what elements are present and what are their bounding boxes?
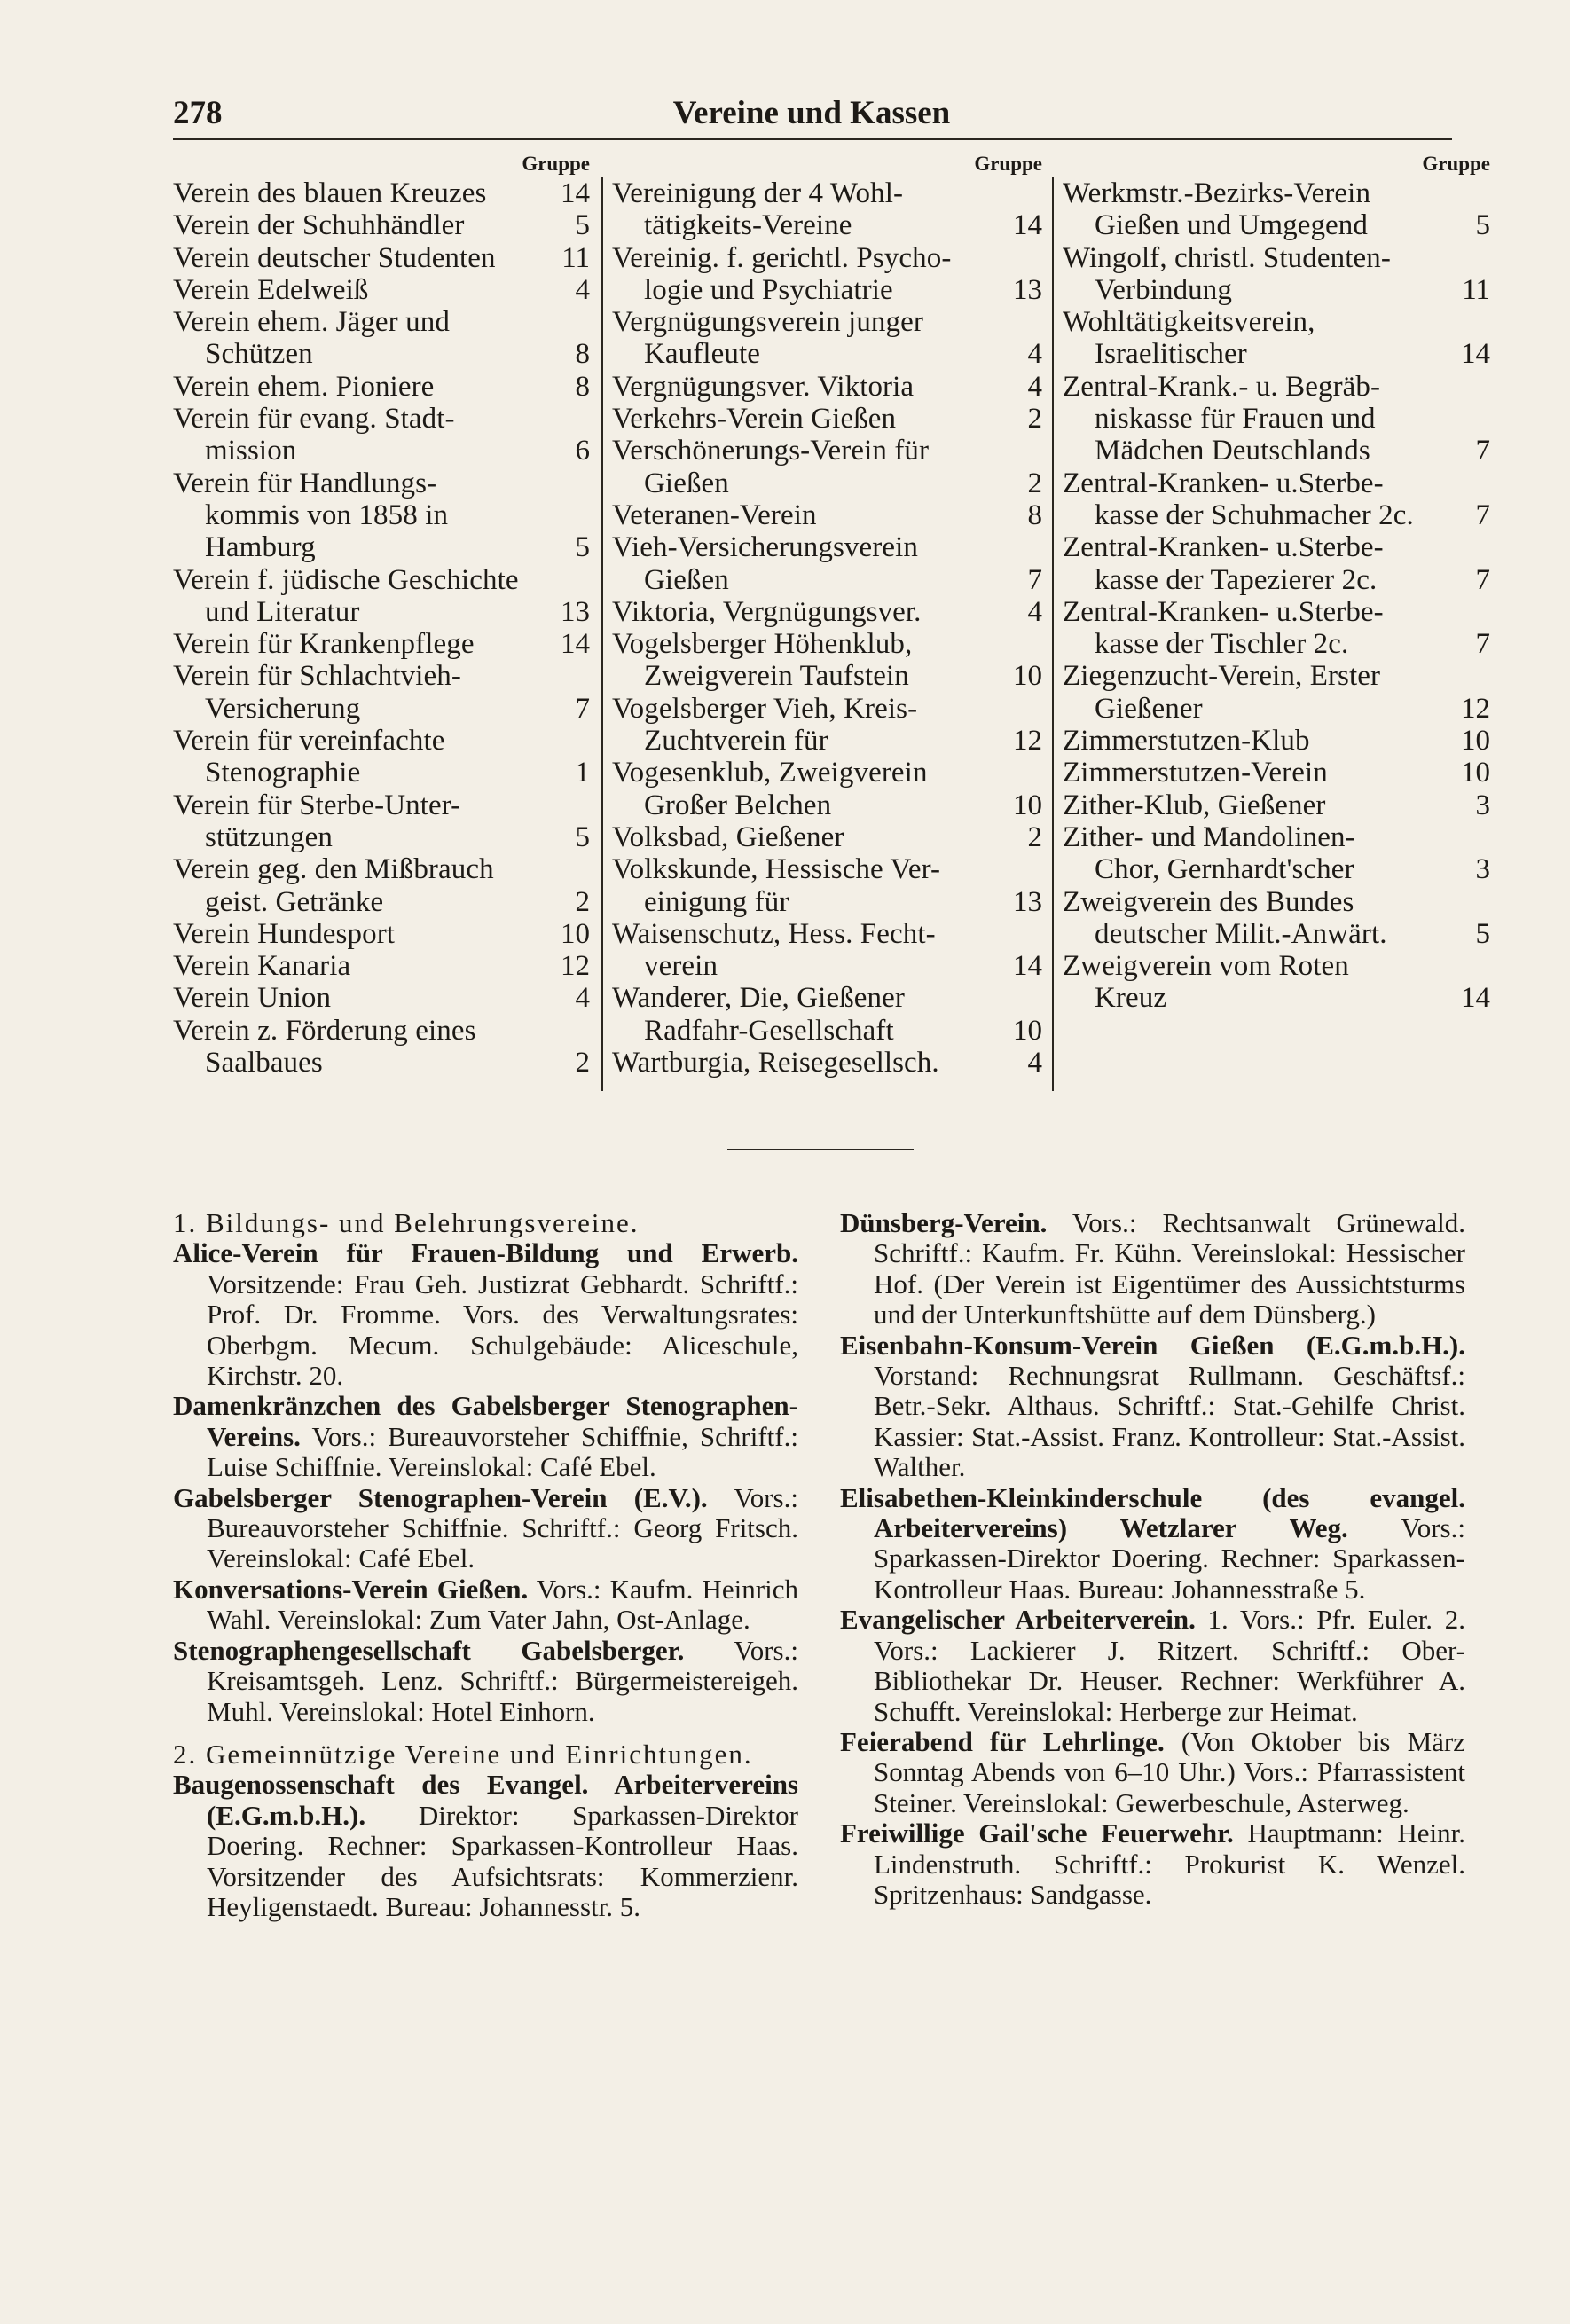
entry-name: Versicherung: [205, 692, 361, 725]
association-details: 1. Vors.: Pfr. Euler. 2. Vors.: Lackierer J. Ritzert. Schriftf.: Ober-Bibliothekar Dr. Heuser. Rechner: Werkführer A. Schufft. Vereinslokal: Herberge zur Heimat.: [874, 1604, 1466, 1727]
association-details: Vors.: Kreisamtsgeh. Lenz. Schriftf.: Bürgermeistereigeh. Muhl. Vereinslokal: Hotel Einhorn.: [207, 1634, 798, 1727]
entry-name: tätigkeits-Vereine: [644, 209, 852, 242]
entry-group-number: 12: [561, 950, 590, 983]
entry-group-number: 14: [1013, 209, 1042, 242]
entry-name: Vogesenklub, Zweigverein: [612, 757, 928, 789]
index-entry: [612, 725, 1042, 757]
entry-group-number: 7: [1475, 628, 1490, 661]
entry-group-number: 5: [575, 209, 590, 242]
index-entry: [612, 209, 1042, 241]
entry-group-number: 11: [1462, 273, 1490, 306]
entry-group-number: 4: [1027, 370, 1042, 403]
entry-name: Zimmerstutzen-Klub: [1063, 725, 1310, 758]
entry-name: Verein z. Förderung eines: [173, 1014, 476, 1047]
entry-group-number: 4: [575, 273, 590, 306]
index-entry: [612, 564, 1042, 596]
entry-group-number: 13: [1013, 885, 1042, 918]
index-entry: [1063, 950, 1490, 982]
entry-name: Verbindung: [1095, 273, 1232, 306]
index-entry: [1063, 628, 1490, 660]
index-entry: [1063, 725, 1490, 757]
index-entry: [612, 371, 1042, 403]
entry-name: Radfahr-Gesellschaft: [644, 1014, 894, 1047]
entry-group-number: 4: [1027, 338, 1042, 371]
entry-group-number: 14: [561, 628, 590, 661]
entry-name: Zuchtverein für: [644, 725, 828, 758]
column-rule: [601, 177, 603, 1091]
index-entry: [173, 499, 590, 531]
entry-name: Vergnügungsver. Viktoria: [612, 370, 915, 403]
entry-name: Verein für vereinfachte: [173, 725, 445, 758]
entry-group-number: 4: [1027, 595, 1042, 628]
entry-group-number: 14: [1461, 982, 1490, 1015]
entry-name: Chor, Gernhardt'scher: [1095, 853, 1354, 886]
association-details: Direktor: Sparkassen-Direktor Doering. Rechner: Sparkassen-Kontrolleur Haas. Vorsitzender des Aufsichtsrats: Kommerzienr. Heyligenstaedt. Bureau: Johannesstr. 5.: [207, 1799, 798, 1922]
entry-group-number: 14: [1461, 338, 1490, 371]
entry-group-number: 1: [575, 757, 590, 789]
column-heading: Gruppe: [974, 153, 1042, 175]
entry-group-number: 3: [1475, 853, 1490, 886]
index-entry: [173, 338, 590, 370]
section-heading: 2. Gemeinnützige Vereine und Einrichtungen.: [173, 1738, 753, 1770]
entry-group-number: 13: [1013, 273, 1042, 306]
association-details: Vorsitzende: Frau Geh. Justizrat Gebhardt. Schriftf.: Prof. Dr. Fromme. Vors. des Verwaltungsrates: Oberbgm. Mecum. Schulgebäude: Aliceschule, Kirchstr. 20.: [207, 1268, 798, 1392]
entry-name: Verkehrs-Verein Gießen: [612, 403, 897, 436]
entry-name: Wanderer, Die, Gießener: [612, 982, 905, 1015]
entry-name: kasse der Schuhmacher 2c.: [1095, 499, 1414, 531]
entry-group-number: 2: [1027, 820, 1042, 853]
entry-name: Verein ehem. Pioniere: [173, 370, 435, 403]
association-name: Freiwillige Gail'sche Feuerwehr.: [840, 1818, 1234, 1849]
index-entry: [173, 693, 590, 725]
entry-name: Vogelsberger Höhenklub,: [612, 628, 913, 661]
page-header: [173, 94, 1450, 140]
index-entry: [1063, 853, 1490, 885]
index-entry: [1063, 306, 1490, 338]
entry-group-number: 5: [575, 531, 590, 564]
lower-right-column: [840, 1208, 1465, 1910]
entry-name: Verein ehem. Jäger und: [173, 306, 450, 339]
entry-group-number: 12: [1461, 692, 1490, 725]
index-entry: [612, 853, 1042, 885]
entry-name: Verein für Handlungs-: [173, 467, 437, 499]
column-heading: Gruppe: [1422, 153, 1490, 175]
association-entry: [173, 1483, 798, 1574]
index-entry: [173, 306, 590, 338]
entry-name: Vieh-Versicherungsverein: [612, 531, 918, 564]
index-entry: [1063, 274, 1490, 306]
index-entry: [1063, 564, 1490, 596]
index-entry: [612, 306, 1042, 338]
page-number: 278: [173, 95, 223, 131]
column-rule: [1052, 177, 1054, 1091]
index-entry: [173, 242, 590, 274]
entry-name: Kreuz: [1095, 982, 1167, 1015]
association-details: Vors.: Bureauvorsteher Schiffnie, Schriftf.: Luise Schiffnie. Vereinslokal: Café Ebel.: [207, 1420, 798, 1483]
index-entry: [173, 596, 590, 628]
index-entry: [173, 209, 590, 241]
index-entry: [612, 1015, 1042, 1047]
entry-name: Vergnügungsverein junger: [612, 306, 923, 339]
index-entry: [1063, 467, 1490, 499]
entry-name: Waisenschutz, Hess. Fecht-: [612, 917, 936, 950]
index-entry: [173, 725, 590, 757]
entry-name: Zither-Klub, Gießener: [1063, 789, 1326, 821]
index-entry: [173, 950, 590, 982]
index-entry: [173, 886, 590, 918]
entry-name: Verein deutscher Studenten: [173, 241, 496, 274]
entry-name: deutscher Milit.-Anwärt.: [1095, 917, 1387, 950]
index-entry: [1063, 242, 1490, 274]
entry-name: Zweigverein des Bundes: [1063, 885, 1354, 918]
association-name: Alice-Verein für Frauen-Bildung und Erwerb.: [173, 1237, 798, 1269]
index-entry: [1063, 596, 1490, 628]
association-entry: [840, 1605, 1465, 1727]
index-entry: [1063, 660, 1490, 692]
entry-name: Vogelsberger Vieh, Kreis-: [612, 692, 918, 725]
entry-name: Zither- und Mandolinen-: [1063, 820, 1355, 853]
association-details: Vors.: Kaufm. Heinrich Wahl. Vereinslokal: Zum Vater Jahn, Ost-Anlage.: [207, 1573, 798, 1636]
entry-name: Kaufleute: [644, 338, 760, 371]
entry-group-number: 12: [1013, 725, 1042, 758]
index-entry: [1063, 403, 1490, 435]
association-name: Damenkränzchen des Gabelsberger Stenographen-Vereins.: [173, 1390, 798, 1452]
entry-name: Verein für evang. Stadt-: [173, 403, 455, 436]
entry-name: geist. Getränke: [205, 885, 384, 918]
index-entry: [173, 628, 590, 660]
association-name: Feierabend für Lehrlinge.: [840, 1725, 1165, 1757]
index-entry: [612, 789, 1042, 821]
entry-name: Mädchen Deutschlands: [1095, 435, 1370, 467]
entry-name: Israelitischer: [1095, 338, 1247, 371]
entry-name: verein: [644, 950, 718, 983]
entry-name: Volksbad, Gießener: [612, 820, 844, 853]
index-entry: [612, 274, 1042, 306]
index-entry: [612, 628, 1042, 660]
index-entry: [173, 982, 590, 1014]
association-entry: [173, 1574, 798, 1636]
entry-group-number: 8: [1027, 499, 1042, 531]
entry-name: Viktoria, Vergnügungsver.: [612, 595, 922, 628]
entry-group-number: 7: [575, 692, 590, 725]
entry-name: und Literatur: [205, 595, 360, 628]
index-entry: [612, 177, 1042, 209]
entry-name: Zentral-Krank.- u. Begräb-: [1063, 370, 1381, 403]
index-entry: [173, 789, 590, 821]
index-entry: [1063, 821, 1490, 853]
lower-left-column: [173, 1208, 798, 1922]
entry-group-number: 2: [575, 1047, 590, 1080]
association-entry: [840, 1208, 1465, 1331]
association-name: Stenographengesellschaft Gabelsberger.: [173, 1634, 685, 1666]
header-rule: [173, 138, 1452, 140]
entry-group-number: 5: [1475, 917, 1490, 950]
association-details: Hauptmann: Heinr. Lindenstruth. Schriftf.: Prokurist K. Wenzel. Spritzenhaus: Sandgasse.: [874, 1818, 1466, 1910]
entry-name: einigung für: [644, 885, 789, 918]
index-entry: [612, 1047, 1042, 1079]
entry-name: Saalbaues: [205, 1047, 323, 1080]
section-heading: 1. Bildungs- und Belehrungsvereine.: [173, 1207, 640, 1238]
index-entry: [173, 757, 590, 789]
association-entry: [173, 1238, 798, 1391]
association-details: Vors.: Rechtsanwalt Grünewald. Schriftf.: Kaufm. Fr. Kühn. Vereinslokal: Hessischer Hof. (Der Verein ist Eigentümer des Aussichtsturms und der Unterkunftshütte auf dem Dünsberg.): [874, 1207, 1465, 1331]
entry-name: Zentral-Kranken- u.Sterbe-: [1063, 595, 1384, 628]
index-entry: [612, 821, 1042, 853]
index-entry: [173, 177, 590, 209]
association-entry: [173, 1391, 798, 1482]
entry-name: Verein der Schuhhändler: [173, 209, 465, 242]
entry-group-number: 10: [1013, 1014, 1042, 1047]
index-entry: [1063, 982, 1490, 1014]
entry-name: Vereinig. f. gerichtl. Psycho-: [612, 241, 952, 274]
entry-name: Verein f. jüdische Geschichte: [173, 563, 519, 596]
association-details: Vors.: Bureauvorsteher Schiffnie. Schriftf.: Georg Fritsch. Vereinslokal: Café Ebel.: [207, 1481, 798, 1574]
entry-name: Verein geg. den Mißbrauch: [173, 853, 494, 886]
entry-group-number: 7: [1475, 499, 1490, 531]
index-column-1: [173, 151, 590, 1079]
entry-name: Schützen: [205, 338, 313, 371]
entry-name: Verein Union: [173, 982, 332, 1015]
association-name: Eisenbahn-Konsum-Verein Gießen (E.G.m.b.H.).: [840, 1329, 1465, 1361]
entry-group-number: 5: [575, 820, 590, 853]
entry-name: Zentral-Kranken- u.Sterbe-: [1063, 531, 1384, 564]
index-entry: [1063, 531, 1490, 563]
index-entry: [612, 596, 1042, 628]
entry-group-number: 2: [1027, 467, 1042, 499]
entry-name: logie und Psychiatrie: [644, 273, 893, 306]
index-entry: [1063, 371, 1490, 403]
entry-name: Verein Kanaria: [173, 950, 351, 983]
entry-group-number: 2: [575, 885, 590, 918]
association-name: Elisabethen-Kleinkinderschule (des evangel. Arbeitervereins) Wetzlarer Weg.: [840, 1481, 1465, 1544]
entry-group-number: 6: [575, 435, 590, 467]
entry-group-number: 2: [1027, 403, 1042, 436]
entry-name: kommis von 1858 in: [205, 499, 449, 531]
entry-name: Wingolf, christl. Studenten-: [1063, 241, 1391, 274]
index-entry: [612, 242, 1042, 274]
index-entry: [173, 531, 590, 563]
index-entry: [173, 467, 590, 499]
association-name: Evangelischer Arbeiterverein.: [840, 1604, 1196, 1636]
index-entry: [612, 918, 1042, 950]
entry-name: Werkmstr.-Bezirks-Verein: [1063, 177, 1371, 209]
index-entry: [173, 660, 590, 692]
entry-group-number: 8: [575, 370, 590, 403]
entry-group-number: 14: [561, 177, 590, 209]
index-entry: [173, 403, 590, 435]
entry-name: kasse der Tapezierer 2c.: [1095, 563, 1378, 596]
association-entry: [840, 1727, 1465, 1818]
index-entry: [1063, 338, 1490, 370]
column-heading: Gruppe: [522, 153, 590, 175]
entry-group-number: 10: [1013, 789, 1042, 821]
entry-name: niskasse für Frauen und: [1095, 403, 1376, 436]
index-entry: [1063, 789, 1490, 821]
index-entry: [173, 435, 590, 467]
entry-group-number: 7: [1475, 435, 1490, 467]
index-entry: [173, 1015, 590, 1047]
association-details: Vorstand: Rechnungsrat Rullmann. Geschäftsf.: Betr.-Sekr. Althaus. Schriftf.: Stat.-Gehilfe Christ. Kassier: Stat.-Assist. Franz. Kontrolleur: Stat.-Assist. Walther.: [874, 1360, 1465, 1483]
index-entry: [173, 918, 590, 950]
entry-group-number: 10: [1461, 757, 1490, 789]
entry-name: Verein für Schlachtvieh-: [173, 660, 461, 693]
index-entry: [173, 821, 590, 853]
index-entry: [612, 950, 1042, 982]
entry-group-number: 10: [1461, 725, 1490, 758]
entry-name: Verschönerungs-Verein für: [612, 435, 930, 467]
entry-name: Verein Hundesport: [173, 917, 396, 950]
entry-group-number: 3: [1475, 789, 1490, 821]
entry-group-number: 7: [1027, 563, 1042, 596]
index-entry: [1063, 499, 1490, 531]
index-entry: [612, 660, 1042, 692]
entry-name: Vereinigung der 4 Wohl-: [612, 177, 904, 209]
index-entry: [612, 435, 1042, 467]
index-entry: [612, 693, 1042, 725]
entry-name: Verein des blauen Kreuzes: [173, 177, 487, 209]
index-entry: [173, 564, 590, 596]
entry-group-number: 10: [561, 917, 590, 950]
association-entry: [840, 1331, 1465, 1483]
entry-name: Gießen und Umgegend: [1095, 209, 1368, 242]
association-name: Konversations-Verein Gießen.: [173, 1573, 529, 1605]
entry-name: Zentral-Kranken- u.Sterbe-: [1063, 467, 1384, 499]
entry-name: Verein für Sterbe-Unter-: [173, 789, 461, 821]
index-entry: [1063, 435, 1490, 467]
entry-group-number: 10: [1013, 660, 1042, 693]
association-entry: [840, 1483, 1465, 1606]
index-entry: [173, 371, 590, 403]
association-name: Dünsberg-Verein.: [840, 1207, 1048, 1238]
entry-group-number: 13: [561, 595, 590, 628]
entry-name: kasse der Tischler 2c.: [1095, 628, 1349, 661]
index-entry: [612, 403, 1042, 435]
entry-group-number: 11: [561, 241, 590, 274]
entry-name: Hamburg: [205, 531, 316, 564]
running-title: Vereine und Kassen: [672, 95, 951, 131]
index-entry: [1063, 693, 1490, 725]
index-entry: [612, 757, 1042, 789]
entry-name: Gießen: [644, 467, 729, 499]
index-entry: [612, 499, 1042, 531]
entry-name: Verein für Krankenpflege: [173, 628, 475, 661]
entry-group-number: 8: [575, 338, 590, 371]
entry-name: Zweigverein Taufstein: [644, 660, 909, 693]
index-column-3: [1063, 151, 1490, 1015]
entry-name: mission: [205, 435, 297, 467]
entry-name: Wartburgia, Reisegesellsch.: [612, 1047, 939, 1080]
index-column-2: [612, 151, 1042, 1079]
index-entry: [173, 1047, 590, 1079]
entry-name: Gießener: [1095, 692, 1203, 725]
entry-name: stützungen: [205, 820, 333, 853]
entry-name: Zimmerstutzen-Verein: [1063, 757, 1328, 789]
entry-group-number: 5: [1475, 209, 1490, 242]
index-entry: [612, 338, 1042, 370]
index-entry: [612, 982, 1042, 1014]
index-entry: [612, 467, 1042, 499]
index-entry: [1063, 177, 1490, 209]
entry-name: Großer Belchen: [644, 789, 832, 821]
association-name: Gabelsberger Stenographen-Verein (E.V.).: [173, 1481, 708, 1513]
entry-name: Veteranen-Verein: [612, 499, 817, 531]
association-entry: [173, 1770, 798, 1922]
entry-name: Verein Edelweiß: [173, 273, 369, 306]
index-entry: [173, 274, 590, 306]
entry-group-number: 4: [575, 982, 590, 1015]
index-entry: [1063, 757, 1490, 789]
entry-name: Zweigverein vom Roten: [1063, 950, 1349, 983]
entry-name: Stenographie: [205, 757, 361, 789]
association-entry: [173, 1636, 798, 1727]
index-entry: [612, 886, 1042, 918]
entry-name: Ziegenzucht-Verein, Erster: [1063, 660, 1381, 693]
association-name: Baugenossenschaft des Evangel. Arbeitervereins (E.G.m.b.H.).: [173, 1769, 798, 1831]
index-entry: [1063, 886, 1490, 918]
entry-group-number: 14: [1013, 950, 1042, 983]
section-divider: [727, 1149, 914, 1150]
spacer: [173, 1727, 798, 1739]
index-entry: [612, 531, 1042, 563]
association-details: (Von Oktober bis März Sonntag Abends von 6–10 Uhr.) Vors.: Pfarrassistent Steiner. Vereinslokal: Gewerbeschule, Asterweg.: [874, 1725, 1466, 1818]
index-entry: [1063, 918, 1490, 950]
entry-name: Volkskunde, Hessische Ver-: [612, 853, 941, 886]
index-entry: [1063, 209, 1490, 241]
entry-group-number: 7: [1475, 563, 1490, 596]
association-details: Vors.: Sparkassen-Direktor Doering. Rechner: Sparkassen-Kontrolleur Haas. Bureau: Johannesstraße 5.: [874, 1512, 1465, 1605]
index-entry: [173, 853, 590, 885]
association-entry: [840, 1818, 1465, 1910]
entry-group-number: 4: [1027, 1047, 1042, 1080]
entry-name: Wohltätigkeitsverein,: [1063, 306, 1315, 339]
entry-name: Gießen: [644, 563, 729, 596]
